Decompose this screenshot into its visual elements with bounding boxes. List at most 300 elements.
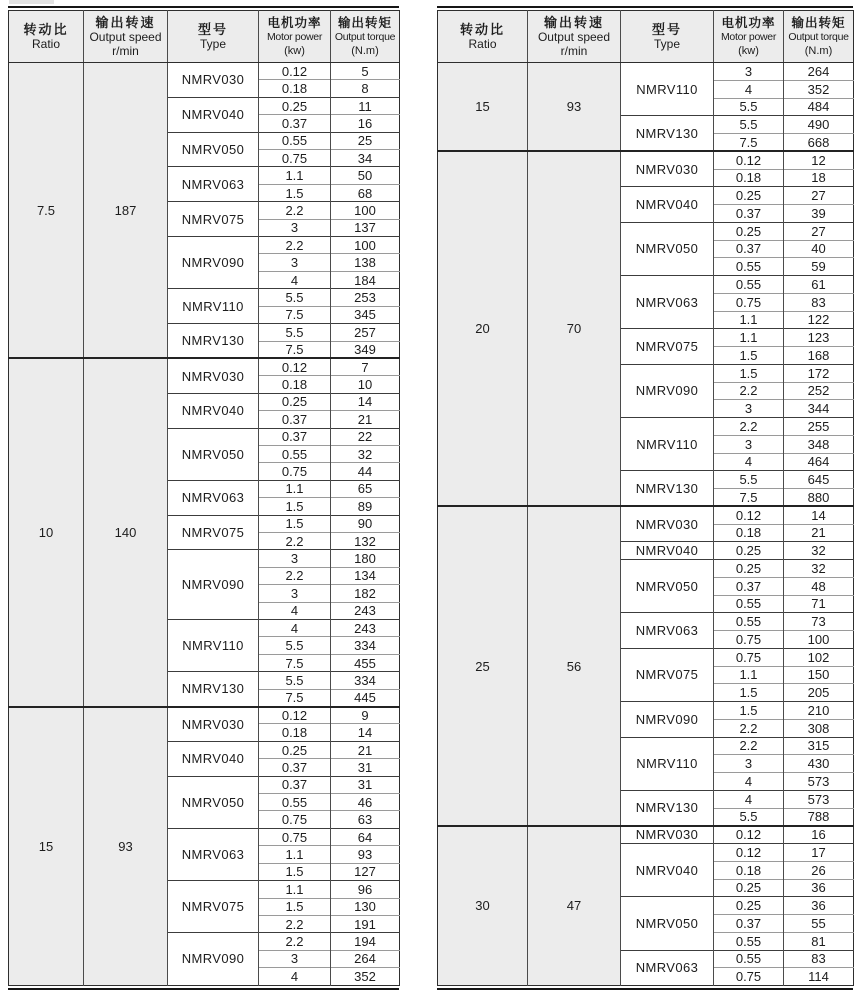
col-header-torque-unit: (N.m) <box>351 45 379 57</box>
power-cell: 5.5 <box>714 98 784 116</box>
power-cell: 2.2 <box>714 382 784 400</box>
table-row <box>438 826 854 844</box>
power-cell: 0.12 <box>714 506 784 524</box>
torque-cell: 137 <box>331 219 400 236</box>
type-cell: NMRV030 <box>621 506 714 542</box>
power-cell: 3 <box>714 63 784 81</box>
type-cell: NMRV075 <box>168 515 259 550</box>
torque-cell: 68 <box>331 184 400 201</box>
torque-cell: 100 <box>331 202 400 219</box>
col-header-power-unit: (kw) <box>284 45 305 57</box>
power-cell: 3 <box>714 400 784 418</box>
torque-cell: 490 <box>784 116 854 134</box>
torque-cell: 48 <box>784 577 854 595</box>
type-cell: NMRV110 <box>621 418 714 471</box>
ratio-cell: 15 <box>9 707 84 986</box>
power-cell: 3 <box>259 550 331 567</box>
torque-cell: 46 <box>331 794 400 811</box>
torque-cell: 55 <box>784 915 854 933</box>
torque-cell: 210 <box>784 702 854 720</box>
torque-cell: 61 <box>784 276 854 294</box>
torque-cell: 14 <box>331 724 400 741</box>
col-header-power <box>259 11 331 63</box>
type-cell: NMRV090 <box>168 933 259 985</box>
table-row <box>9 358 400 375</box>
power-cell: 2.2 <box>259 202 331 219</box>
power-cell: 0.12 <box>259 358 331 375</box>
power-cell: 0.55 <box>714 258 784 276</box>
torque-cell: 5 <box>331 63 400 80</box>
power-cell: 4 <box>259 968 331 985</box>
torque-cell: 27 <box>784 222 854 240</box>
torque-cell: 39 <box>784 205 854 223</box>
torque-cell: 345 <box>331 306 400 323</box>
power-cell: 1.5 <box>259 498 331 515</box>
torque-cell: 132 <box>331 532 400 549</box>
torque-cell: 264 <box>331 950 400 967</box>
torque-cell: 96 <box>331 881 400 898</box>
table-row <box>9 707 400 724</box>
power-cell: 0.55 <box>714 950 784 968</box>
power-cell: 0.37 <box>259 115 331 132</box>
power-cell: 0.25 <box>714 222 784 240</box>
type-cell: NMRV030 <box>621 826 714 844</box>
torque-cell: 36 <box>784 897 854 915</box>
power-cell: 2.2 <box>259 567 331 584</box>
torque-cell: 90 <box>331 515 400 532</box>
gearbox-spec-table <box>8 10 400 986</box>
power-cell: 0.25 <box>259 97 331 114</box>
power-cell: 1.1 <box>714 311 784 329</box>
torque-cell: 455 <box>331 654 400 671</box>
torque-cell: 100 <box>331 237 400 254</box>
ratio-cell: 7.5 <box>9 63 84 359</box>
col-header-torque-en: Output torque <box>788 31 849 43</box>
col-header-ratio <box>9 11 84 63</box>
power-cell: 1.1 <box>714 329 784 347</box>
torque-cell: 12 <box>784 151 854 169</box>
type-cell: NMRV090 <box>621 364 714 417</box>
type-cell: NMRV063 <box>621 276 714 329</box>
ratio-cell: 30 <box>438 826 528 986</box>
power-cell: 1.5 <box>259 863 331 880</box>
power-cell: 0.55 <box>259 132 331 149</box>
torque-cell: 73 <box>784 613 854 631</box>
torque-cell: 36 <box>784 879 854 897</box>
power-cell: 0.18 <box>259 80 331 97</box>
type-cell: NMRV040 <box>168 741 259 776</box>
type-cell: NMRV075 <box>621 329 714 365</box>
power-cell: 5.5 <box>259 637 331 654</box>
power-cell: 0.37 <box>259 759 331 776</box>
power-cell: 0.75 <box>714 631 784 649</box>
header-row <box>9 11 400 63</box>
power-cell: 7.5 <box>259 341 331 358</box>
spec-table-left <box>8 6 399 990</box>
type-cell: NMRV075 <box>168 202 259 237</box>
power-cell: 4 <box>714 790 784 808</box>
torque-cell: 14 <box>331 393 400 410</box>
torque-cell: 21 <box>784 524 854 542</box>
type-cell: NMRV040 <box>621 844 714 897</box>
torque-cell: 253 <box>331 289 400 306</box>
col-header-speed <box>84 11 168 63</box>
power-cell: 0.55 <box>259 445 331 462</box>
power-cell: 0.18 <box>259 376 331 393</box>
torque-cell: 11 <box>331 97 400 114</box>
power-cell: 0.37 <box>259 428 331 445</box>
torque-cell: 880 <box>784 489 854 507</box>
col-header-power-en: Motor power <box>720 31 777 43</box>
power-cell: 2.2 <box>259 915 331 932</box>
power-cell: 0.37 <box>714 205 784 223</box>
power-cell: 2.2 <box>259 532 331 549</box>
type-cell: NMRV050 <box>168 132 259 167</box>
power-cell: 1.5 <box>259 515 331 532</box>
power-cell: 1.5 <box>714 347 784 365</box>
type-cell: NMRV030 <box>168 63 259 98</box>
type-cell: NMRV090 <box>168 237 259 289</box>
speed-cell: 187 <box>84 63 168 359</box>
power-cell: 0.25 <box>714 187 784 205</box>
torque-cell: 32 <box>784 542 854 560</box>
col-header-type <box>621 11 714 63</box>
torque-cell: 18 <box>784 169 854 187</box>
type-cell: NMRV030 <box>168 358 259 393</box>
torque-cell: 123 <box>784 329 854 347</box>
spec-table-right <box>437 6 853 990</box>
torque-cell: 10 <box>331 376 400 393</box>
torque-cell: 16 <box>331 115 400 132</box>
power-cell: 0.37 <box>714 577 784 595</box>
torque-cell: 348 <box>784 435 854 453</box>
col-header-ratio-zh: 转动比 <box>23 22 69 37</box>
scan-artifact <box>9 0 54 4</box>
power-cell: 0.37 <box>259 411 331 428</box>
torque-cell: 484 <box>784 98 854 116</box>
power-cell: 2.2 <box>259 237 331 254</box>
torque-cell: 114 <box>784 968 854 986</box>
type-cell: NMRV050 <box>621 897 714 950</box>
torque-cell: 34 <box>331 150 400 167</box>
torque-cell: 31 <box>331 759 400 776</box>
table-row <box>438 63 854 81</box>
type-cell: NMRV110 <box>168 289 259 324</box>
type-cell: NMRV075 <box>621 648 714 701</box>
type-cell: NMRV090 <box>621 702 714 738</box>
torque-cell: 172 <box>784 364 854 382</box>
torque-cell: 573 <box>784 773 854 791</box>
col-header-torque <box>784 11 854 63</box>
torque-cell: 65 <box>331 480 400 497</box>
col-header-type-en: Type <box>199 37 226 51</box>
type-cell: NMRV063 <box>621 950 714 986</box>
power-cell: 0.55 <box>714 276 784 294</box>
torque-cell: 255 <box>784 418 854 436</box>
power-cell: 0.18 <box>714 861 784 879</box>
type-cell: NMRV030 <box>168 707 259 742</box>
torque-cell: 191 <box>331 915 400 932</box>
type-cell: NMRV040 <box>621 542 714 560</box>
power-cell: 7.5 <box>259 306 331 323</box>
power-cell: 0.25 <box>259 393 331 410</box>
torque-cell: 138 <box>331 254 400 271</box>
power-cell: 0.18 <box>714 524 784 542</box>
power-cell: 3 <box>259 219 331 236</box>
header-row <box>438 11 854 63</box>
torque-cell: 205 <box>784 684 854 702</box>
type-cell: NMRV130 <box>621 790 714 826</box>
power-cell: 4 <box>714 453 784 471</box>
power-cell: 5.5 <box>259 324 331 341</box>
power-cell: 4 <box>714 773 784 791</box>
torque-cell: 16 <box>784 826 854 844</box>
torque-cell: 788 <box>784 808 854 826</box>
col-header-speed-zh: 输出转速 <box>95 15 156 30</box>
power-cell: 2.2 <box>259 933 331 950</box>
power-cell: 2.2 <box>714 719 784 737</box>
table-row <box>438 151 854 169</box>
torque-cell: 308 <box>784 719 854 737</box>
torque-cell: 32 <box>784 560 854 578</box>
col-header-power-zh: 电机功率 <box>721 16 776 30</box>
col-header-speed <box>528 11 621 63</box>
power-cell: 5.5 <box>714 808 784 826</box>
power-cell: 1.1 <box>259 846 331 863</box>
torque-cell: 252 <box>784 382 854 400</box>
type-cell: NMRV050 <box>168 428 259 480</box>
torque-cell: 102 <box>784 648 854 666</box>
col-header-power-en: Motor power <box>266 31 323 43</box>
torque-cell: 182 <box>331 585 400 602</box>
torque-cell: 127 <box>331 863 400 880</box>
torque-cell: 334 <box>331 637 400 654</box>
power-cell: 0.25 <box>714 897 784 915</box>
power-cell: 3 <box>714 755 784 773</box>
type-cell: NMRV130 <box>621 471 714 507</box>
col-header-speed-en: Output speed <box>537 30 611 44</box>
power-cell: 0.75 <box>714 648 784 666</box>
power-cell: 1.5 <box>714 702 784 720</box>
col-header-speed-zh: 输出转速 <box>543 15 604 30</box>
power-cell: 0.18 <box>714 169 784 187</box>
torque-cell: 81 <box>784 932 854 950</box>
torque-cell: 257 <box>331 324 400 341</box>
power-cell: 3 <box>259 950 331 967</box>
torque-cell: 21 <box>331 741 400 758</box>
power-cell: 0.37 <box>714 240 784 258</box>
col-header-type-zh: 型号 <box>651 22 682 37</box>
ratio-cell: 20 <box>438 151 528 506</box>
type-cell: NMRV110 <box>168 620 259 672</box>
torque-cell: 17 <box>784 844 854 862</box>
torque-cell: 32 <box>331 445 400 462</box>
power-cell: 1.5 <box>259 184 331 201</box>
col-header-ratio-en: Ratio <box>468 37 497 51</box>
speed-cell: 47 <box>528 826 621 986</box>
power-cell: 1.1 <box>259 881 331 898</box>
torque-cell: 194 <box>331 933 400 950</box>
power-cell: 0.75 <box>259 463 331 480</box>
torque-cell: 7 <box>331 358 400 375</box>
torque-cell: 21 <box>331 411 400 428</box>
power-cell: 0.12 <box>259 707 331 724</box>
type-cell: NMRV050 <box>168 776 259 828</box>
power-cell: 0.25 <box>714 542 784 560</box>
power-cell: 2.2 <box>714 418 784 436</box>
power-cell: 1.1 <box>714 666 784 684</box>
col-header-torque-unit: (N.m) <box>804 45 833 57</box>
power-cell: 0.12 <box>714 844 784 862</box>
col-header-speed-en: Output speed <box>89 30 162 44</box>
torque-cell: 122 <box>784 311 854 329</box>
type-cell: NMRV110 <box>621 737 714 790</box>
col-header-torque-en: Output torque <box>334 31 396 43</box>
power-cell: 3 <box>259 585 331 602</box>
torque-cell: 9 <box>331 707 400 724</box>
speed-cell: 56 <box>528 506 621 826</box>
power-cell: 3 <box>259 254 331 271</box>
power-cell: 7.5 <box>259 654 331 671</box>
power-cell: 0.25 <box>714 560 784 578</box>
torque-cell: 352 <box>784 80 854 98</box>
torque-cell: 464 <box>784 453 854 471</box>
type-cell: NMRV050 <box>621 222 714 275</box>
type-cell: NMRV050 <box>621 560 714 613</box>
type-cell: NMRV063 <box>168 167 259 202</box>
torque-cell: 668 <box>784 134 854 152</box>
torque-cell: 100 <box>784 631 854 649</box>
type-cell: NMRV110 <box>621 63 714 116</box>
power-cell: 1.1 <box>259 167 331 184</box>
torque-cell: 26 <box>784 861 854 879</box>
type-cell: NMRV063 <box>621 613 714 649</box>
ratio-cell: 10 <box>9 358 84 706</box>
type-cell: NMRV063 <box>168 828 259 880</box>
power-cell: 5.5 <box>259 289 331 306</box>
power-cell: 0.55 <box>714 595 784 613</box>
power-cell: 3 <box>714 435 784 453</box>
power-cell: 0.18 <box>259 724 331 741</box>
power-cell: 7.5 <box>714 134 784 152</box>
power-cell: 5.5 <box>259 672 331 689</box>
col-header-type <box>168 11 259 63</box>
power-cell: 7.5 <box>714 489 784 507</box>
col-header-speed-unit: r/min <box>112 44 139 58</box>
torque-cell: 63 <box>331 811 400 828</box>
col-header-power-zh: 电机功率 <box>267 16 322 30</box>
torque-cell: 573 <box>784 790 854 808</box>
power-cell: 5.5 <box>714 116 784 134</box>
type-cell: NMRV063 <box>168 480 259 515</box>
torque-cell: 59 <box>784 258 854 276</box>
torque-cell: 184 <box>331 271 400 288</box>
type-cell: NMRV130 <box>621 116 714 152</box>
col-header-torque <box>331 11 400 63</box>
torque-cell: 168 <box>784 347 854 365</box>
power-cell: 1.5 <box>714 684 784 702</box>
col-header-power <box>714 11 784 63</box>
torque-cell: 89 <box>331 498 400 515</box>
power-cell: 0.12 <box>714 826 784 844</box>
torque-cell: 130 <box>331 898 400 915</box>
power-cell: 0.55 <box>714 932 784 950</box>
torque-cell: 243 <box>331 602 400 619</box>
col-header-type-en: Type <box>653 37 680 51</box>
table-row <box>9 63 400 80</box>
power-cell: 1.5 <box>259 898 331 915</box>
power-cell: 1.1 <box>259 480 331 497</box>
power-cell: 0.37 <box>714 915 784 933</box>
torque-cell: 50 <box>331 167 400 184</box>
torque-cell: 180 <box>331 550 400 567</box>
torque-cell: 352 <box>331 968 400 985</box>
power-cell: 5.5 <box>714 471 784 489</box>
torque-cell: 344 <box>784 400 854 418</box>
type-cell: NMRV030 <box>621 151 714 187</box>
power-cell: 7.5 <box>259 689 331 706</box>
power-cell: 0.55 <box>259 794 331 811</box>
torque-cell: 243 <box>331 620 400 637</box>
torque-cell: 334 <box>331 672 400 689</box>
torque-cell: 83 <box>784 950 854 968</box>
ratio-cell: 25 <box>438 506 528 826</box>
type-cell: NMRV040 <box>621 187 714 223</box>
torque-cell: 93 <box>331 846 400 863</box>
speed-cell: 70 <box>528 151 621 506</box>
col-header-torque-zh: 输出转矩 <box>337 16 392 30</box>
type-cell: NMRV040 <box>168 97 259 132</box>
power-cell: 0.25 <box>714 879 784 897</box>
torque-cell: 44 <box>331 463 400 480</box>
torque-cell: 64 <box>331 828 400 845</box>
power-cell: 0.12 <box>259 63 331 80</box>
torque-cell: 83 <box>784 293 854 311</box>
torque-cell: 14 <box>784 506 854 524</box>
power-cell: 0.37 <box>259 776 331 793</box>
power-cell: 0.75 <box>714 293 784 311</box>
torque-cell: 71 <box>784 595 854 613</box>
power-cell: 0.25 <box>259 741 331 758</box>
col-header-ratio-en: Ratio <box>31 37 60 51</box>
col-header-torque-zh: 输出转矩 <box>791 16 846 30</box>
power-cell: 0.75 <box>259 150 331 167</box>
col-header-ratio-zh: 转动比 <box>459 22 505 37</box>
power-cell: 4 <box>259 620 331 637</box>
gearbox-spec-table <box>437 10 854 986</box>
col-header-power-unit: (kw) <box>738 45 759 57</box>
table-row <box>438 506 854 524</box>
torque-cell: 264 <box>784 63 854 81</box>
power-cell: 4 <box>714 80 784 98</box>
power-cell: 4 <box>259 602 331 619</box>
torque-cell: 27 <box>784 187 854 205</box>
torque-cell: 645 <box>784 471 854 489</box>
torque-cell: 8 <box>331 80 400 97</box>
power-cell: 0.75 <box>259 811 331 828</box>
speed-cell: 93 <box>528 63 621 152</box>
ratio-cell: 15 <box>438 63 528 152</box>
power-cell: 4 <box>259 271 331 288</box>
type-cell: NMRV040 <box>168 393 259 428</box>
torque-cell: 445 <box>331 689 400 706</box>
power-cell: 0.75 <box>259 828 331 845</box>
torque-cell: 315 <box>784 737 854 755</box>
torque-cell: 134 <box>331 567 400 584</box>
type-cell: NMRV130 <box>168 672 259 707</box>
torque-cell: 31 <box>331 776 400 793</box>
torque-cell: 430 <box>784 755 854 773</box>
